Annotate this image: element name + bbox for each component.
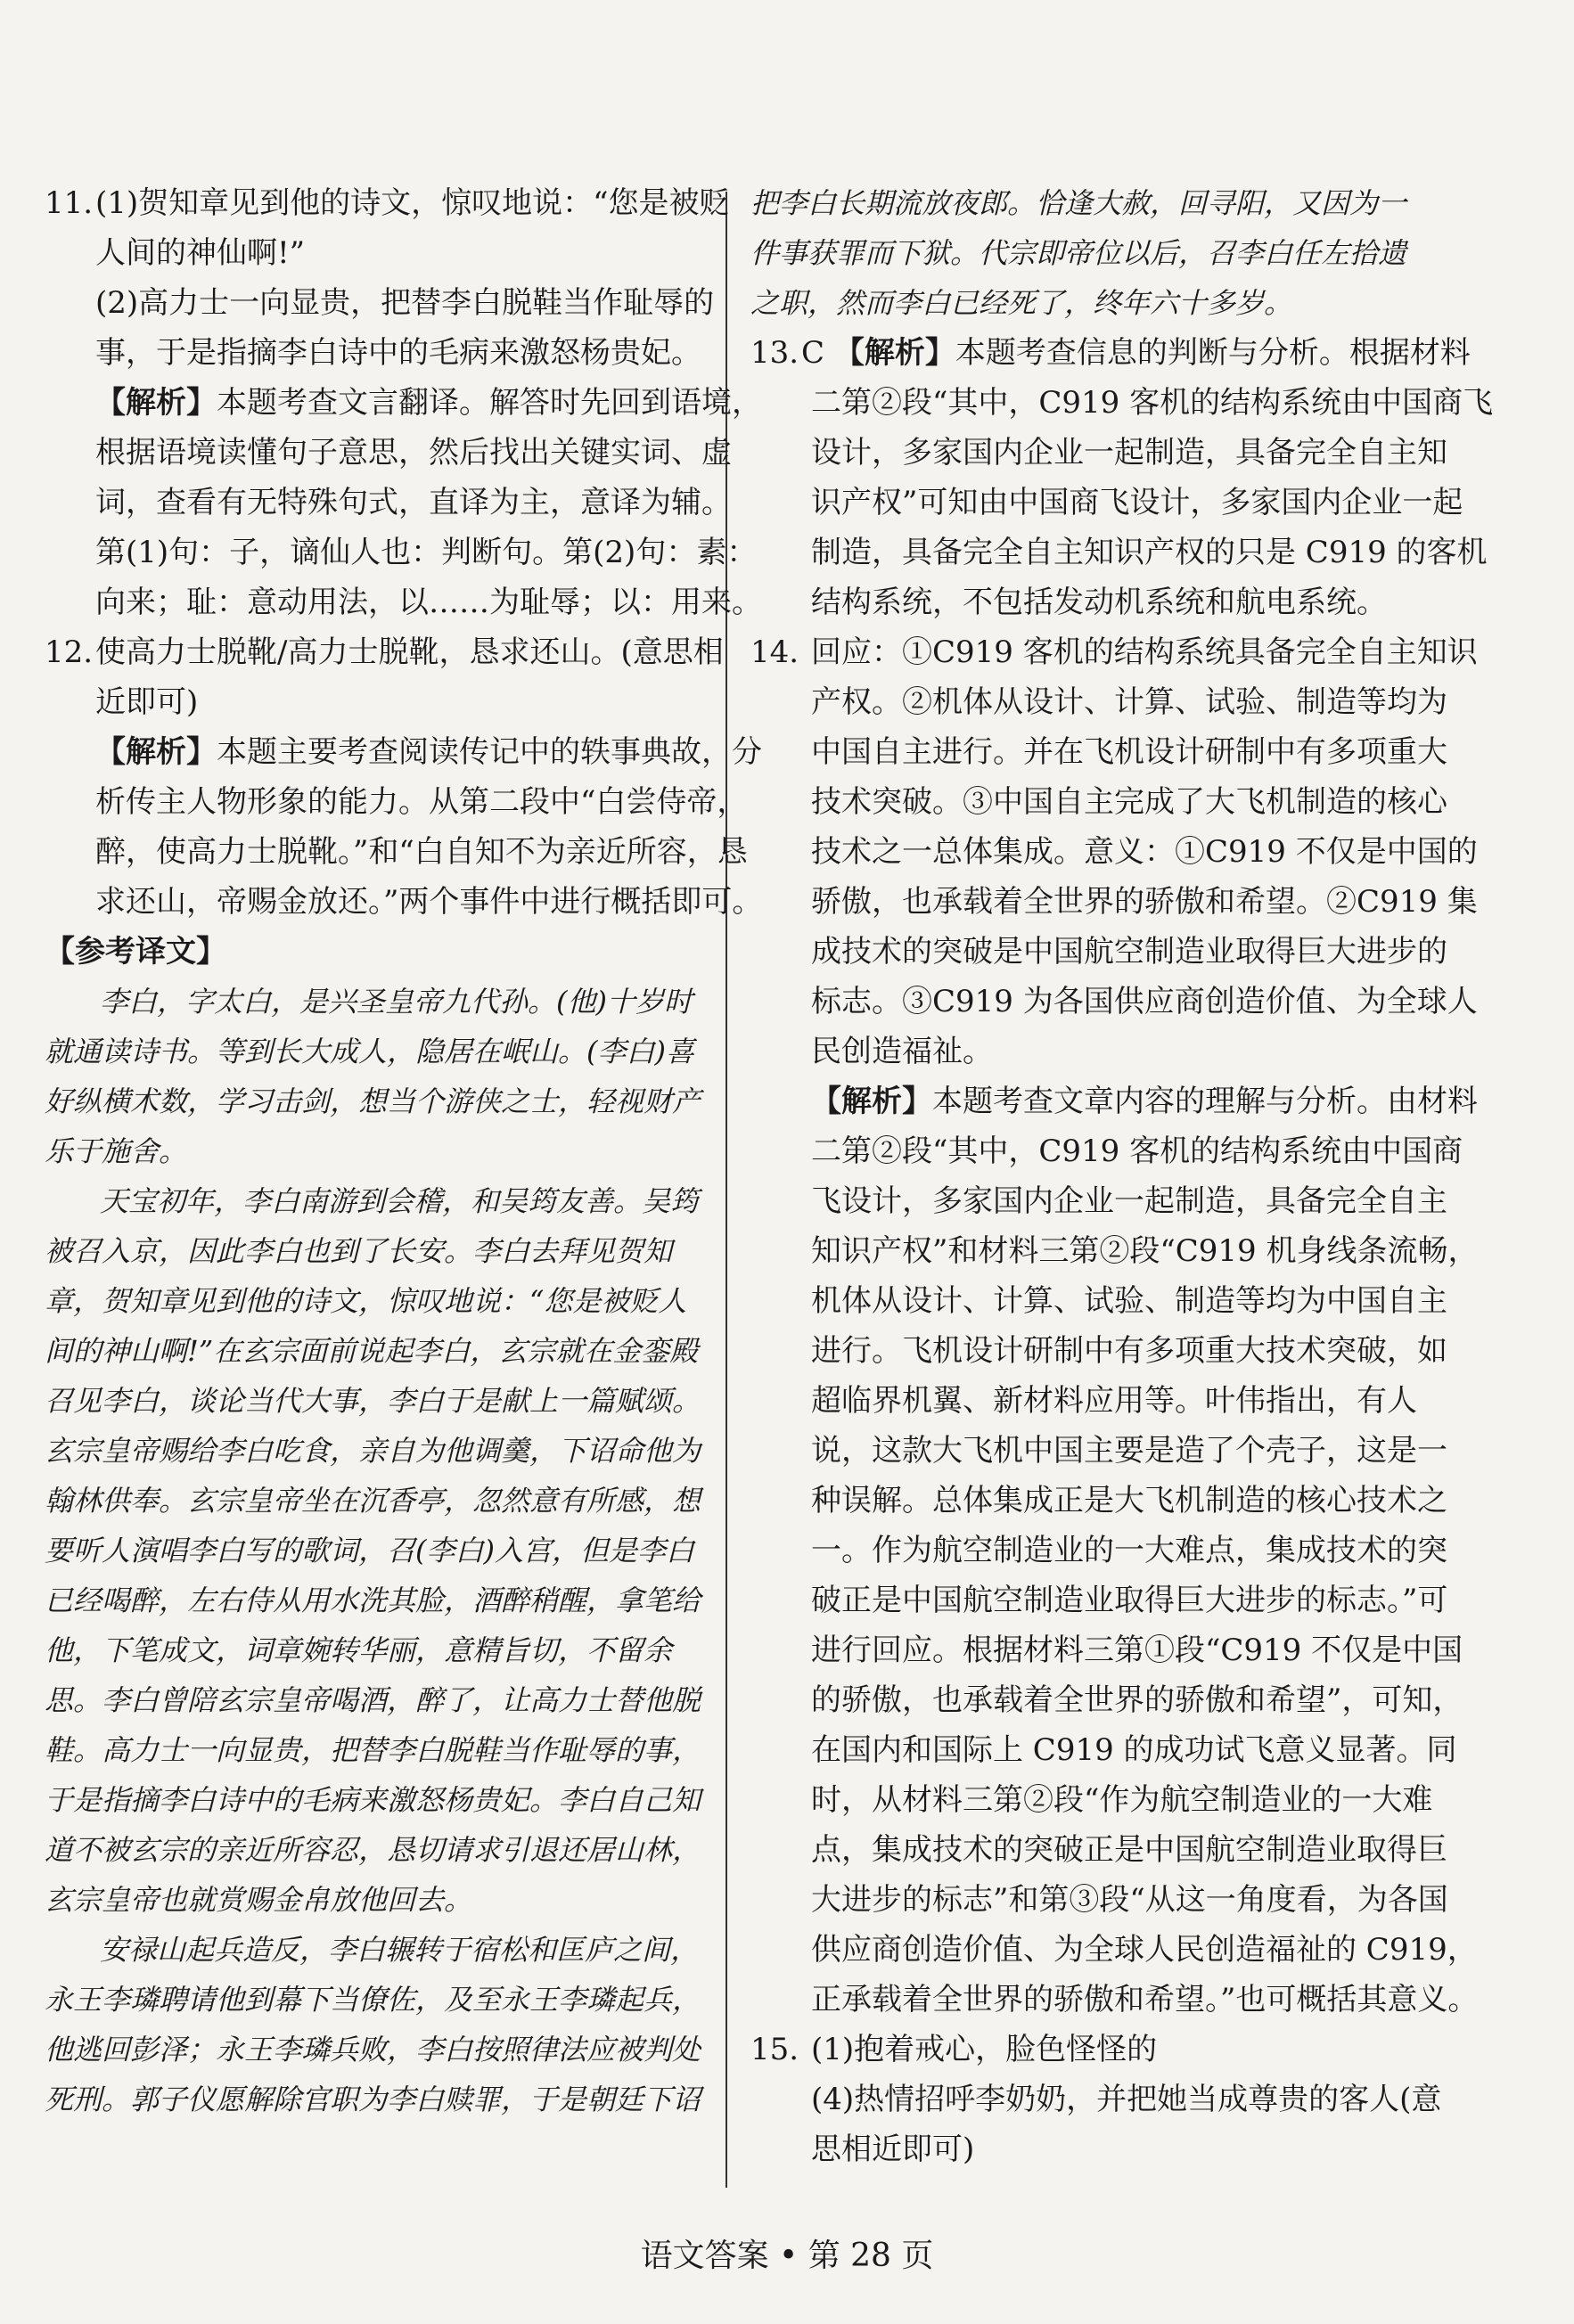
translation-line: 之职，然而李白已经死了，终年六十多岁。 xyxy=(750,286,1293,320)
question-15 xyxy=(750,2025,1442,2174)
answer-line: 产权。②机体从设计、计算、试验、制造等均为 xyxy=(811,684,1447,720)
analysis-line: 本题考查文言翻译。解答时先回到语境， xyxy=(217,385,762,421)
question-14 xyxy=(750,627,1479,2025)
analysis-line: 结构系统，不包括发动机系统和航电系统。 xyxy=(811,585,1387,620)
answer-line: 回应：①C919 客机的结构系统具备完全自主知识 xyxy=(811,634,1478,670)
left-column xyxy=(45,178,763,2124)
translation-line: 鞋。高力士一向显贵，把替李白脱鞋当作耻辱的事， xyxy=(45,1733,701,1767)
analysis-tag: 【解析】 xyxy=(833,335,955,371)
analysis-line: 向来；耻：意动用法，以……为耻辱；以：用来。 xyxy=(95,585,762,620)
analysis-line: 进行回应。根据材料三第①段“C919 不仅是中国 xyxy=(811,1633,1463,1668)
translation-line: 天宝初年，李白南游到会稽，和吴筠友善。吴筠 xyxy=(100,1184,700,1218)
analysis-line: 说，这款大飞机中国主要是造了个壳子，这是一 xyxy=(811,1433,1447,1469)
answer-line: (1)贺知章见到他的诗文，惊叹地说：“您是被贬 xyxy=(95,185,730,221)
translation-line: 召见李白，谈论当代大事，李白于是献上一篇赋颂。 xyxy=(45,1384,701,1418)
translation-line: 把李白长期流放夜郎。恰逢大赦，回寻阳，又因为一 xyxy=(750,186,1407,220)
translation-line: 章，贺知章见到他的诗文，惊叹地说：“您是被贬人 xyxy=(45,1284,687,1318)
translation-line: 件事获罪而下狱。代宗即帝位以后，召李白任左拾遗 xyxy=(750,236,1407,270)
right-column xyxy=(750,178,1494,2174)
translation-line: 玄宗皇帝也就赏赐金帛放他回去。 xyxy=(45,1883,473,1917)
analysis-line: 大进步的标志”和第③段“从这一角度看，为各国 xyxy=(811,1882,1448,1918)
analysis-line: 设计，多家国内企业一起制造，具备完全自主知 xyxy=(811,435,1447,471)
analysis-line: 醉，使高力士脱靴。”和“白自知不为亲近所容，恳 xyxy=(95,834,748,870)
translation-line: 永王李璘聘请他到幕下当僚佐，及至永王李璘起兵， xyxy=(45,1983,701,2017)
answer-line: (2)高力士一向显贵，把替李白脱鞋当作耻辱的 xyxy=(95,285,715,321)
translation-line: 要听人演唱李白写的歌词，召(李白)入宫，但是李白 xyxy=(45,1534,694,1567)
translation-line: 他，下笔成文，词章婉转华丽，意精旨切，不留余 xyxy=(45,1633,673,1667)
answer-line: 标志。③C919 为各国供应商创造价值、为全球人 xyxy=(811,984,1478,1019)
translation-heading: 【参考译文】 xyxy=(45,934,226,970)
analysis-line: 根据语境读懂句子意思，然后找出关键实词、虚 xyxy=(95,435,732,471)
translation-line: 好纵横术数，学习击剑，想当个游侠之士，轻视财产 xyxy=(45,1084,701,1118)
translation-line: 道不被玄宗的亲近所容忍，恳切请求引退还居山林， xyxy=(45,1833,701,1867)
analysis-tag: 【解析】 xyxy=(95,385,217,421)
analysis-line: 词，查看有无特殊句式，直译为主，意译为辅。 xyxy=(95,485,732,520)
translation-line: 就通读诗书。等到长大成人，隐居在岷山。(李白)喜 xyxy=(45,1035,694,1068)
answer-line: 思相近即可) xyxy=(811,2132,975,2167)
answer-line: 使高力士脱靴/高力士脱靴，恳求还山。(意思相 xyxy=(95,634,724,670)
analysis-line: 求还山，帝赐金放还。”两个事件中进行概括即可。 xyxy=(95,884,763,920)
analysis-line: 种误解。总体集成正是大飞机制造的核心技术之 xyxy=(811,1483,1447,1518)
answer-line: 中国自主进行。并在飞机设计研制中有多项重大 xyxy=(811,734,1447,770)
question-number: 14. xyxy=(750,634,799,670)
question-number: 12. xyxy=(45,634,94,670)
page-footer: 语文答案 • 第 28 页 xyxy=(640,2238,934,2274)
translation-line: 被召入京，因此李白也到了长安。李白去拜见贺知 xyxy=(45,1234,673,1268)
answer-line: (1)抱着戒心，脸色怪怪的 xyxy=(811,2032,1158,2067)
analysis-line: 飞设计，多家国内企业一起制造，具备完全自主 xyxy=(811,1183,1447,1219)
analysis-line: 的骄傲，也承载着全世界的骄傲和希望”，可知， xyxy=(811,1682,1463,1718)
translation-line: 死刑。郭子仪愿解除官职为李白赎罪，于是朝廷下诏 xyxy=(45,2083,701,2116)
answer-choice: C xyxy=(801,335,825,371)
reference-translation xyxy=(45,927,701,2124)
translation-line: 他逃回彭泽；永王李璘兵败，李白按照律法应被判处 xyxy=(45,2033,701,2066)
analysis-line: 二第②段“其中，C919 客机的结构系统由中国商飞 xyxy=(811,385,1494,421)
analysis-line: 进行。飞机设计研制中有多项重大技术突破，如 xyxy=(811,1333,1447,1369)
analysis-line: 时，从材料三第②段“作为航空制造业的一大难 xyxy=(811,1782,1433,1818)
analysis-line: 析传主人物形象的能力。从第二段中“白尝侍帝， xyxy=(95,784,748,820)
analysis-line: 本题主要考查阅读传记中的轶事典故，分 xyxy=(217,734,762,770)
translation-line: 翰林供奉。玄宗皇帝坐在沉香亭，忽然意有所感，想 xyxy=(45,1484,701,1518)
analysis-line: 机体从设计、计算、试验、制造等均为中国自主 xyxy=(811,1283,1447,1319)
analysis-line: 供应商创造价值、为全球人民创造福祉的 C919， xyxy=(811,1932,1478,1968)
analysis-line: 破正是中国航空制造业取得巨大进步的标志。”可 xyxy=(811,1583,1448,1618)
answer-line: 技术之一总体集成。意义：①C919 不仅是中国的 xyxy=(811,834,1478,870)
analysis-line: 知识产权”和材料三第②段“C919 机身线条流畅， xyxy=(811,1233,1479,1269)
translation-line: 玄宗皇帝赐给李白吃食，亲自为他调羹，下诏命他为 xyxy=(45,1434,701,1468)
analysis-line: 点，集成技术的突破正是中国航空制造业取得巨 xyxy=(811,1832,1447,1868)
question-number: 15. xyxy=(750,2032,799,2067)
analysis-line: 超临界机翼、新材料应用等。叶伟指出，有人 xyxy=(811,1383,1417,1419)
analysis-line: 一。作为航空制造业的一大难点，集成技术的突 xyxy=(811,1533,1447,1568)
answer-line: 技术突破。③中国自主完成了大飞机制造的核心 xyxy=(811,784,1447,820)
analysis-line: 正承载着全世界的骄傲和希望。”也可概括其意义。 xyxy=(811,1982,1479,2017)
answer-line: 事，于是指摘李白诗中的毛病来激怒杨贵妃。 xyxy=(95,335,701,371)
question-number: 11. xyxy=(45,185,94,221)
answer-line: 成技术的突破是中国航空制造业取得巨大进步的 xyxy=(811,934,1447,970)
translation-line: 间的神山啊!”在玄宗面前说起李白，玄宗就在金銮殿 xyxy=(45,1334,699,1368)
analysis-tag: 【解析】 xyxy=(95,734,217,770)
analysis-tag: 【解析】 xyxy=(811,1084,932,1119)
translation-line: 思。李白曾陪玄宗皇帝喝酒，醉了，让高力士替他脱 xyxy=(45,1683,701,1717)
translation-line: 已经喝醉，左右侍从用水洗其脸，酒醉稍醒，拿笔给 xyxy=(45,1583,701,1617)
answer-line: 骄傲，也承载着全世界的骄傲和希望。②C919 集 xyxy=(811,884,1478,920)
answer-line: (4)热情招呼李奶奶，并把她当成尊贵的客人(意 xyxy=(811,2082,1442,2117)
translation-line: 安禄山起兵造反，李白辗转于宿松和匡庐之间， xyxy=(100,1933,700,1967)
question-number: 13. xyxy=(750,335,799,371)
answer-line: 民创造福祉。 xyxy=(811,1034,993,1069)
question-12 xyxy=(45,627,763,927)
translation-line: 李白，字太白，是兴圣皇帝九代孙。(他)十岁时 xyxy=(100,985,693,1019)
analysis-line: 在国内和国际上 C919 的成功试飞意义显著。同 xyxy=(811,1732,1457,1768)
translation-line: 于是指摘李白诗中的毛病来激怒杨贵妃。李白自己知 xyxy=(45,1783,701,1817)
analysis-line: 制造，具备完全自主知识产权的只是 C919 的客机 xyxy=(811,535,1488,570)
translation-continued xyxy=(750,178,1412,328)
translation-line: 乐于施舍。 xyxy=(45,1134,188,1168)
analysis-line: 识产权”可知由中国商飞设计，多家国内企业一起 xyxy=(811,485,1463,520)
analysis-line: 二第②段“其中，C919 客机的结构系统由中国商 xyxy=(811,1133,1463,1169)
analysis-line: 本题考查文章内容的理解与分析。由材料 xyxy=(932,1084,1478,1119)
question-11 xyxy=(45,178,762,627)
answer-line: 人间的神仙啊!” xyxy=(95,235,306,271)
answer-line: 近即可) xyxy=(95,684,199,720)
analysis-line: 第(1)句：子，谪仙人也：判断句。第(2)句：素： xyxy=(95,535,758,570)
question-13 xyxy=(750,328,1494,627)
analysis-line: 本题考查信息的判断与分析。根据材料 xyxy=(955,335,1471,371)
